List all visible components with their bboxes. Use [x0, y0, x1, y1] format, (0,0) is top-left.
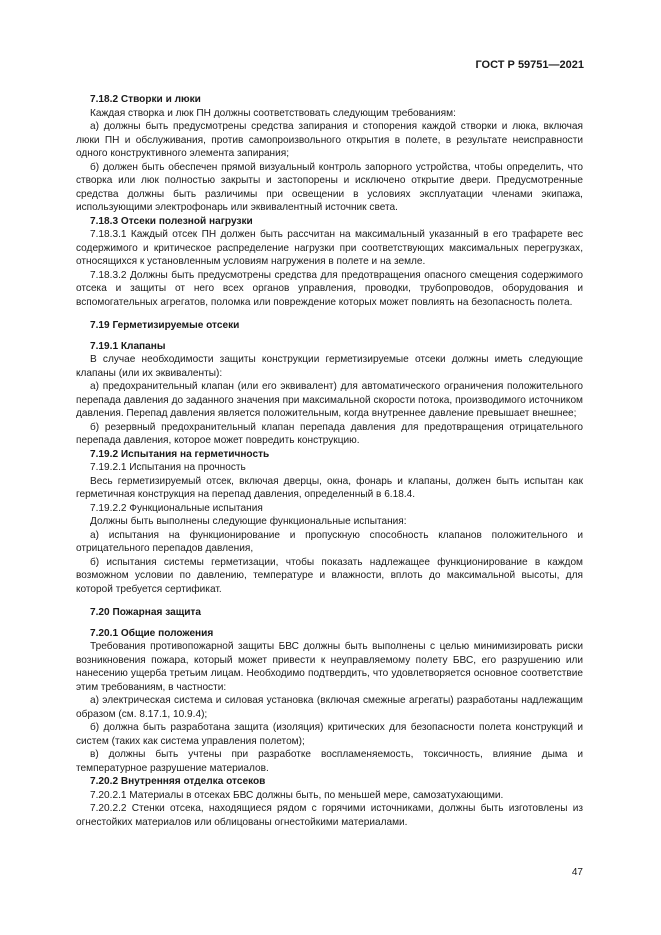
paragraph: 7.18.3.1 Каждый отсек ПН должен быть рассчитан на максимальный указанный в его трафарете вес содержимого и критическое распределение нагрузки при соответствующих максимальных перегрузках, относящихся к установленным условиям нагружения в полете и на земле. — [76, 229, 583, 267]
paragraph: а) электрическая система и силовая установка (включая смежные агрегаты) разработаны надлежащим образом (см. 8.17.1, 10.9.4); — [76, 695, 583, 720]
paragraph: В случае необходимости защиты конструкции герметизируемые отсеки должны иметь следующие клапаны (или их эквиваленты): — [76, 354, 583, 379]
paragraph: 7.19.2.1 Испытания на прочность — [90, 462, 246, 473]
page-number: 47 — [571, 867, 583, 878]
paragraph: 7.20.2.1 Материалы в отсеках БВС должны быть, по меньшей мере, самозатухающими. — [90, 789, 504, 801]
section-heading: 7.18.3 Отсеки полезной нагрузки — [90, 215, 253, 227]
paragraph: б) должен быть обеспечен прямой визуальный контроль запорного устройства, чтобы определить, что створка или люк полностью закрыты и застопорены и исключено открытие двери. Предусмотренные средства должны быть различимы при освещении в условиях эксплуатации членами экипажа, использующими электрофонарь или эквивалентный источник света. — [76, 161, 583, 213]
section-heading: 7.19.1 Клапаны — [90, 340, 166, 352]
standard-number: ГОСТ Р 59751—2021 — [475, 59, 584, 71]
section-heading: 7.20 Пожарная защита — [90, 607, 201, 618]
paragraph: а) должны быть предусмотрены средства запирания и стопорения каждой створки и люка, включая люки ПН и обслуживания, против самопроизвольного открытия в полете, в результате неисправности одного конструктивного элемента запирания; — [76, 121, 583, 159]
section-heading: 7.20.2 Внутренняя отделка отсеков — [90, 776, 266, 787]
section-heading: 7.19.2 Испытания на герметичность — [90, 448, 270, 460]
paragraph: б) испытания системы герметизации, чтобы показать надлежащее функционирование в каждом возможном условии по давлению, температуре и влажности, вплоть до максимальной высоты, для которой требуется сертификат. — [76, 556, 583, 595]
section-heading: 7.19 Герметизируемые отсеки — [90, 320, 240, 331]
paragraph: а) предохранительный клапан (или его эквивалент) для автоматического ограничения положительного перепада давления до заданного значения при максимальной скорости потока, производимого источником давления. Перепад давления является положительным, когда внутреннее давление превышает внешнее; — [76, 381, 583, 419]
paragraph: Должны быть выполнены следующие функциональные испытания: — [90, 516, 407, 527]
section-heading: 7.20.1 Общие положения — [90, 627, 214, 639]
document-body — [76, 93, 583, 829]
paragraph: 7.19.2.2 Функциональные испытания — [90, 502, 263, 514]
paragraph: 7.18.3.2 Должны быть предусмотрены средства для предотвращения опасного смещения содержимого отсека и защиты от него всех органов управления, проводки, трубопроводов, оборудования и вспомогательных агрегатов, поломка или повреждение которых может повлиять на безопасность полета. — [76, 269, 583, 308]
section-heading: 7.18.2 Створки и люки — [90, 94, 201, 105]
paragraph: Требования противопожарной защиты БВС должны быть выполнены с целью минимизировать риски возникновения пожара, который может привести к неуправляемому полету БВС, его разрушению или нанесению ущерба третьим лицам. Необходимо подтвердить, что удовлетворяется основное соответствие этим требованиям, в частности: — [76, 641, 583, 693]
paragraph: б) должна быть разработана защита (изоляция) критических для безопасности полета конструкций и систем (таких как система управления полетом); — [76, 722, 583, 747]
paragraph: в) должны быть учтены при разработке воспламеняемость, токсичность, влияние дыма и температурное разрушение материалов. — [76, 749, 583, 774]
paragraph: 7.20.2.2 Стенки отсека, находящиеся рядом с горячими источниками, должны быть изготовлены из огнестойких материалов или облицованы огнестойкими материалами. — [76, 803, 583, 828]
paragraph: Весь герметизируемый отсек, включая дверцы, окна, фонарь и клапаны, должен быть испытан как герметичная конструкция на перепад давления, определенный в 6.18.4. — [76, 475, 583, 500]
paragraph: б) резервный предохранительный клапан перепада давления для предотвращения отрицательного перепада давления, которое может повредить конструкцию. — [76, 421, 583, 446]
paragraph: а) испытания на функционирование и пропускную способность клапанов положительного и отрицательного перепадов давления, — [76, 529, 583, 554]
paragraph: Каждая створка и люк ПН должны соответствовать следующим требованиям: — [90, 107, 456, 119]
